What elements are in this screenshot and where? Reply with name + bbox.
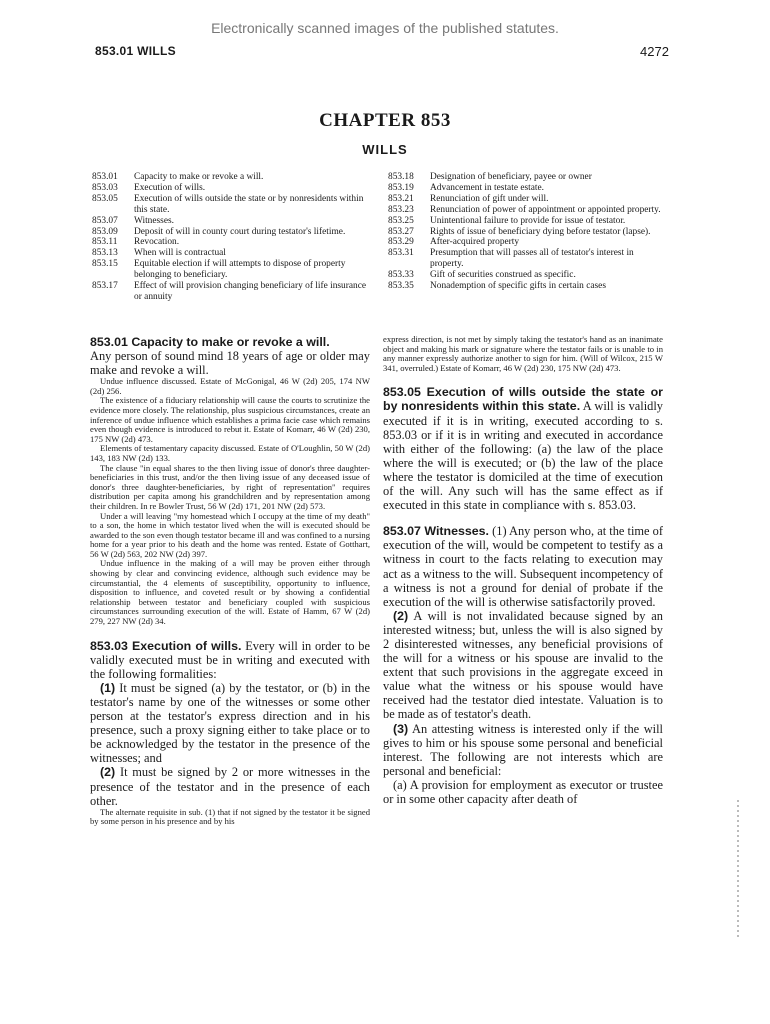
chapter-title: CHAPTER 853 (319, 110, 451, 131)
section-853-07-heading: 853.07 Witnesses. (383, 524, 489, 539)
case-annotation: Elements of testamentary capacity discussed. Estate of O'Loughlin, 50 W (2d) 143, 183 NW (2d) 133. (90, 443, 370, 463)
section-853-01-heading: 853.01 Capacity to make or revoke a will. (90, 335, 330, 349)
toc-entry (92, 237, 372, 248)
toc-left-column (92, 172, 372, 303)
toc-section-number: 853.15 (92, 259, 118, 270)
toc-entry (388, 172, 668, 183)
s07-sub3-label: (3) (393, 721, 409, 736)
toc-section-number: 853.18 (388, 172, 414, 182)
toc-entry (92, 183, 372, 194)
s07-sub2-label: (2) (393, 608, 409, 623)
sub1-label: (1) (100, 680, 116, 695)
toc-section-number: 853.17 (92, 281, 118, 292)
page-number: 4272 (640, 44, 669, 59)
section-853-05-heading: 853.05 Execution of wills outside the state or by nonresidents within this state. (383, 385, 663, 414)
toc-entry (92, 227, 372, 238)
case-annotation: Under a will leaving "my homestead which I occupy at the time of my death" to a son, the home in which testator lived when the will is executed should be awarded to the son even though testator became ill and was confined to a nursing home for a year prior to his death and the home was rented. Estate of Gotthart, 56 W (2d) 563, 202 NW (2d) 397. (90, 510, 370, 559)
section-853-03-annotation: The alternate requisite in sub. (1) that if not signed by the testator it be signed by some person in his presence and by his (90, 806, 370, 827)
sub2-text: It must be signed by 2 or more witnesses in the presence of the testator and in the presence of each other. (90, 765, 370, 808)
section-853-07-sub3 (383, 722, 663, 778)
scan-banner: Electronically scanned images of the published statutes. (211, 20, 559, 36)
annotation-continued: express direction, is not met by simply taking the testator's hand as an inanimate object and making his mark or signature where the testator fails or is unable to in any manner expressly authorize another to sign for him. (Will of Wilcox, 215 W 341, overruled.) Estate of Komarr, 46 W (2d) 230, 175 NW (2d) 473. (383, 334, 663, 373)
section-853-05-text: A will is validly executed if it is in writing, executed according to s. 853.03 or if it is in writing and executed in accordance with either of the following: (a) the law of the place where the will is executed; or (b) the law of the place where the testator is domiciled at the time of execution of the will. Any such will has the same effect as if executed in this state in compliance with s. 853.03. (383, 399, 663, 513)
toc-section-title: After-acquired property (430, 237, 520, 248)
toc-section-title: Nonademption of specific gifts in certain cases (430, 281, 606, 292)
running-head: 853.01 WILLS (95, 44, 176, 58)
section-853-01-annotations (90, 377, 370, 626)
toc-section-number: 853.11 (92, 237, 118, 248)
right-column (383, 335, 663, 806)
toc-section-title: Execution of wills. (134, 182, 206, 193)
case-annotation: Undue influence discussed. Estate of McGonigal, 46 W (2d) 205, 174 NW (2d) 256. (90, 376, 370, 396)
case-annotation: The clause "in equal shares to the then living issue of donor's three daughter-beneficiaries in this trust, and/or the then living issue of any deceased issue of donor's three daughter-beneficiaries, by right of representation" requires distribution per capita among his grandchildren and by representation among their children. In re Bowler Trust, 56 W (2d) 171, 201 NW (2d) 573. (90, 462, 370, 511)
toc-section-number: 853.29 (388, 237, 414, 248)
toc-entry (92, 216, 372, 227)
section-853-03-sub1 (90, 681, 370, 766)
toc-section-number: 853.05 (92, 193, 118, 204)
sub2-label: (2) (100, 765, 116, 780)
toc-section-title: Capacity to make or revoke a will. (134, 172, 264, 182)
toc-entry (388, 183, 668, 194)
toc-section-number: 853.19 (388, 182, 414, 193)
toc-entry (388, 227, 668, 238)
toc-entry (388, 270, 668, 281)
toc-section-number: 853.35 (388, 281, 414, 292)
toc-entry (388, 216, 668, 227)
toc-section-number: 853.21 (388, 193, 414, 204)
section-853-03-text: Every will in order to be validly executed must be in writing and executed with the following formalities: (90, 638, 370, 681)
section-853-07-sub2 (383, 609, 663, 722)
case-annotation: The existence of a fiduciary relationship will cause the courts to scrutinize the evidence more closely. The relationship, plus suspicious circumstances, create an inference of undue influence which establishes a prima facie case which remains even though evidence is introduced to rebut it. Estate of Komarr, 46 W (2d) 230, 175 NW (2d) 473. (90, 395, 370, 444)
toc-entry (388, 205, 668, 216)
toc-entry (388, 248, 668, 270)
toc-section-title: Witnesses. (134, 215, 174, 226)
toc-section-title: Presumption that will passes all of testator's interest in property. (430, 248, 634, 270)
section-853-05-body (383, 385, 663, 512)
toc-section-title: Deposit of will in county court during testator's lifetime. (134, 226, 346, 237)
section-853-07-sub3a: (a) A provision for employment as executor or trustee or in some other capacity after death of (383, 777, 663, 806)
toc-right-column (388, 172, 668, 292)
toc-section-number: 853.07 (92, 215, 118, 226)
section-853-03-body (90, 639, 370, 681)
toc-entry (92, 248, 372, 259)
toc-section-title: Equitable election if will attempts to dispose of property belonging to beneficiary. (134, 259, 346, 281)
toc-entry (92, 172, 372, 183)
chapter-subject: WILLS (362, 142, 408, 157)
toc-section-title: Designation of beneficiary, payee or owner (430, 172, 592, 182)
toc-section-title: Execution of wills outside the state or by nonresidents within this state. (134, 193, 364, 215)
toc-section-number: 853.01 (92, 172, 118, 182)
section-853-03-heading: 853.03 Execution of wills. (90, 638, 242, 653)
toc-section-title: Effect of will provision changing beneficiary of life insurance or annuity (134, 281, 367, 302)
s07-sub3-text: An attesting witness is interested only if the will gives to him or his spouse some personal and beneficial interest. The following are not interests which are personal and beneficial: (383, 721, 663, 778)
toc-entry (92, 259, 372, 281)
toc-section-title: Unintentional failure to provide for issue of testator. (430, 215, 626, 226)
toc-section-title: Gift of securities construed as specific. (430, 270, 576, 281)
toc-section-number: 853.23 (388, 204, 414, 215)
section-853-03-sub2 (90, 765, 370, 807)
left-column (90, 335, 370, 827)
toc-section-number: 853.25 (388, 215, 414, 226)
case-annotation: Undue influence in the making of a will may be proven either through showing by clear and convincing evidence, although such evidence may be circumstantial, the 4 elements of susceptibility, opportunity to influence, disposition to influence, and coveted result or by showing a confidential relationship between testator and beneficiary coupled with suspicious circumstances surrounding execution of the will. Estate of Hamm, 67 W (2d) 279, 227 NW (2d) 34. (90, 558, 370, 627)
toc-section-number: 853.31 (388, 248, 414, 259)
toc-section-title: Rights of issue of beneficiary dying before testator (lapse). (430, 226, 651, 237)
toc-entry (388, 194, 668, 205)
toc-entry (92, 281, 372, 303)
toc-entry (92, 194, 372, 216)
section-853-07-sub1: (1) Any person who, at the time of execution of the will, would be competent to testify as a witness in court to the facts relating to execution may act as a witness to the will. Subsequent incompetency of a witness is not a ground for denial of probate if the execution of the will is otherwise satisfactorily proved. (383, 524, 663, 609)
toc-section-number: 853.27 (388, 226, 414, 237)
toc-section-title: Renunciation of gift under will. (430, 193, 549, 204)
toc-section-number: 853.09 (92, 226, 118, 237)
toc-section-number: 853.13 (92, 248, 118, 259)
toc-section-title: Renunciation of power of appointment or appointed property. (430, 204, 661, 215)
scan-edge-artifact (737, 800, 739, 940)
section-853-01-text: Any person of sound mind 18 years of age or older may make and revoke a will. (90, 349, 370, 378)
toc-section-number: 853.33 (388, 270, 414, 281)
toc-section-title: When will is contractual (134, 248, 226, 259)
toc-section-title: Advancement in testate estate. (430, 182, 545, 193)
sub1-text: It must be signed (a) by the testator, or (b) in the testator's name by one of the witnesses or some other person at the testator's express direction and in his presence, such a proxy signing either to take place or to be acknowledged by the testator in the presence of the witnesses; and (90, 680, 370, 766)
toc-section-number: 853.03 (92, 182, 118, 193)
section-853-07-body (383, 524, 663, 609)
toc-section-title: Revocation. (134, 237, 180, 248)
toc-entry (388, 281, 668, 292)
s07-sub2-text: A will is not invalidated because signed by an interested witness; but, unless the will is also signed by 2 disinterested witnesses, any beneficial provisions of the will for a witness or his spouse are invalid to the extent that such provisions in the aggregate exceed in value what the witness or his spouse would have received had the testator died intestate. Valuation is to be made as of testator's death. (383, 608, 663, 722)
toc-entry (388, 237, 668, 248)
